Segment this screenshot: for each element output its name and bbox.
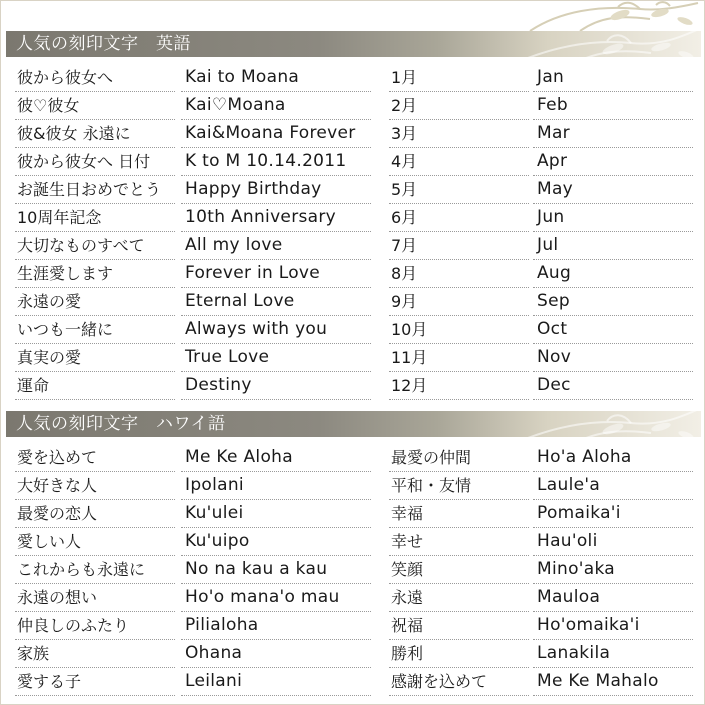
cell-engraving-text: Forever in Love [181, 260, 371, 288]
cell-japanese-phrase: 11月 [389, 344, 529, 372]
cell-japanese-phrase: 彼から彼女へ [15, 64, 175, 92]
cell-engraving-text: Happy Birthday [181, 176, 371, 204]
cell-japanese-phrase: いつも一緒に [15, 316, 175, 344]
cell-engraving-text: K to M 10.14.2011 [181, 148, 371, 176]
cell-engraving-text: 10th Anniversary [181, 204, 371, 232]
table-row [1, 120, 705, 148]
table-row [1, 472, 705, 500]
cell-japanese-phrase: 3月 [389, 120, 529, 148]
cell-japanese-phrase: 1月 [389, 64, 529, 92]
cell-engraving-text: Me Ke Aloha [181, 444, 371, 472]
cell-engraving-text: No na kau a kau [181, 556, 371, 584]
cell-japanese-phrase: 平和・友情 [389, 472, 529, 500]
section-header-english [6, 31, 701, 57]
table-row [1, 528, 705, 556]
cell-japanese-phrase: 8月 [389, 260, 529, 288]
cell-engraving-text: Jun [533, 204, 693, 232]
section-header-hawaiian [6, 411, 701, 437]
cell-engraving-text: Oct [533, 316, 693, 344]
cell-japanese-phrase: 幸福 [389, 500, 529, 528]
cell-japanese-phrase: 感謝を込めて [389, 668, 529, 696]
cell-engraving-text: Always with you [181, 316, 371, 344]
cell-engraving-text: Jan [533, 64, 693, 92]
cell-japanese-phrase: 4月 [389, 148, 529, 176]
cell-engraving-text: Me Ke Mahalo [533, 668, 693, 696]
cell-engraving-text: Mauloa [533, 584, 693, 612]
table-row [1, 148, 705, 176]
table-row [1, 316, 705, 344]
cell-japanese-phrase: 7月 [389, 232, 529, 260]
cell-japanese-phrase: 彼♡彼女 [15, 92, 175, 120]
cell-japanese-phrase: 大切なものすべて [15, 232, 175, 260]
cell-engraving-text: Ohana [181, 640, 371, 668]
floral-flourish-icon [501, 31, 701, 57]
cell-engraving-text: All my love [181, 232, 371, 260]
cell-japanese-phrase: 祝福 [389, 612, 529, 640]
cell-engraving-text: Sep [533, 288, 693, 316]
cell-engraving-text: Eternal Love [181, 288, 371, 316]
table-row [1, 344, 705, 372]
cell-engraving-text: True Love [181, 344, 371, 372]
cell-japanese-phrase: 最愛の恋人 [15, 500, 175, 528]
cell-engraving-text: Laule'a [533, 472, 693, 500]
cell-japanese-phrase: 家族 [15, 640, 175, 668]
cell-japanese-phrase: 彼から彼女へ 日付 [15, 148, 175, 176]
cell-japanese-phrase: 10月 [389, 316, 529, 344]
cell-engraving-text: Dec [533, 372, 693, 400]
cell-engraving-text: Ho'a Aloha [533, 444, 693, 472]
cell-japanese-phrase: 大好きな人 [15, 472, 175, 500]
table-row [1, 92, 705, 120]
cell-japanese-phrase: 永遠の愛 [15, 288, 175, 316]
table-row [1, 372, 705, 400]
cell-japanese-phrase: 愛を込めて [15, 444, 175, 472]
table-row [1, 640, 705, 668]
cell-engraving-text: Mar [533, 120, 693, 148]
cell-engraving-text: Lanakila [533, 640, 693, 668]
floral-flourish-icon [501, 411, 701, 437]
table-row [1, 500, 705, 528]
cell-engraving-text: Ho'o mana'o mau [181, 584, 371, 612]
cell-japanese-phrase: 最愛の仲間 [389, 444, 529, 472]
section-title-hawaiian: 人気の刻印文字 ハワイ語 [16, 414, 226, 434]
cell-engraving-text: Leilani [181, 668, 371, 696]
cell-japanese-phrase: 愛する子 [15, 668, 175, 696]
cell-engraving-text: Kai♡Moana [181, 92, 371, 120]
section-title-english: 人気の刻印文字 英語 [16, 34, 191, 54]
table-row [1, 64, 705, 92]
table-row [1, 584, 705, 612]
cell-japanese-phrase: 仲良しのふたり [15, 612, 175, 640]
cell-japanese-phrase: 9月 [389, 288, 529, 316]
table-row [1, 232, 705, 260]
cell-engraving-text: Nov [533, 344, 693, 372]
cell-engraving-text: Apr [533, 148, 693, 176]
cell-japanese-phrase: 永遠 [389, 584, 529, 612]
cell-engraving-text: Feb [533, 92, 693, 120]
cell-engraving-text: May [533, 176, 693, 204]
cell-japanese-phrase: 12月 [389, 372, 529, 400]
cell-japanese-phrase: 生涯愛します [15, 260, 175, 288]
cell-japanese-phrase: 運命 [15, 372, 175, 400]
cell-japanese-phrase: 5月 [389, 176, 529, 204]
cell-engraving-text: Pomaika'i [533, 500, 693, 528]
cell-engraving-text: Kai&Moana Forever [181, 120, 371, 148]
cell-engraving-text: Ipolani [181, 472, 371, 500]
cell-japanese-phrase: 10周年記念 [15, 204, 175, 232]
cell-engraving-text: Ho'omaika'i [533, 612, 693, 640]
cell-engraving-text: Destiny [181, 372, 371, 400]
cell-japanese-phrase: 幸せ [389, 528, 529, 556]
cell-japanese-phrase: 勝利 [389, 640, 529, 668]
floral-flourish-icon [520, 1, 700, 31]
table-row [1, 288, 705, 316]
table-row [1, 260, 705, 288]
table-row [1, 556, 705, 584]
cell-japanese-phrase: 彼&彼女 永遠に [15, 120, 175, 148]
table-row [1, 444, 705, 472]
cell-engraving-text: Mino'aka [533, 556, 693, 584]
table-row [1, 204, 705, 232]
cell-engraving-text: Ku'uipo [181, 528, 371, 556]
cell-engraving-text: Hau'oli [533, 528, 693, 556]
cell-japanese-phrase: これからも永遠に [15, 556, 175, 584]
cell-japanese-phrase: 真実の愛 [15, 344, 175, 372]
cell-japanese-phrase: 笑顔 [389, 556, 529, 584]
cell-japanese-phrase: 愛しい人 [15, 528, 175, 556]
cell-japanese-phrase: お誕生日おめでとう [15, 176, 175, 204]
cell-engraving-text: Kai to Moana [181, 64, 371, 92]
cell-engraving-text: Ku'ulei [181, 500, 371, 528]
cell-engraving-text: Jul [533, 232, 693, 260]
cell-japanese-phrase: 永遠の想い [15, 584, 175, 612]
cell-engraving-text: Aug [533, 260, 693, 288]
table-row [1, 612, 705, 640]
cell-japanese-phrase: 6月 [389, 204, 529, 232]
cell-engraving-text: Pilialoha [181, 612, 371, 640]
cell-japanese-phrase: 2月 [389, 92, 529, 120]
table-row [1, 668, 705, 696]
table-row [1, 176, 705, 204]
